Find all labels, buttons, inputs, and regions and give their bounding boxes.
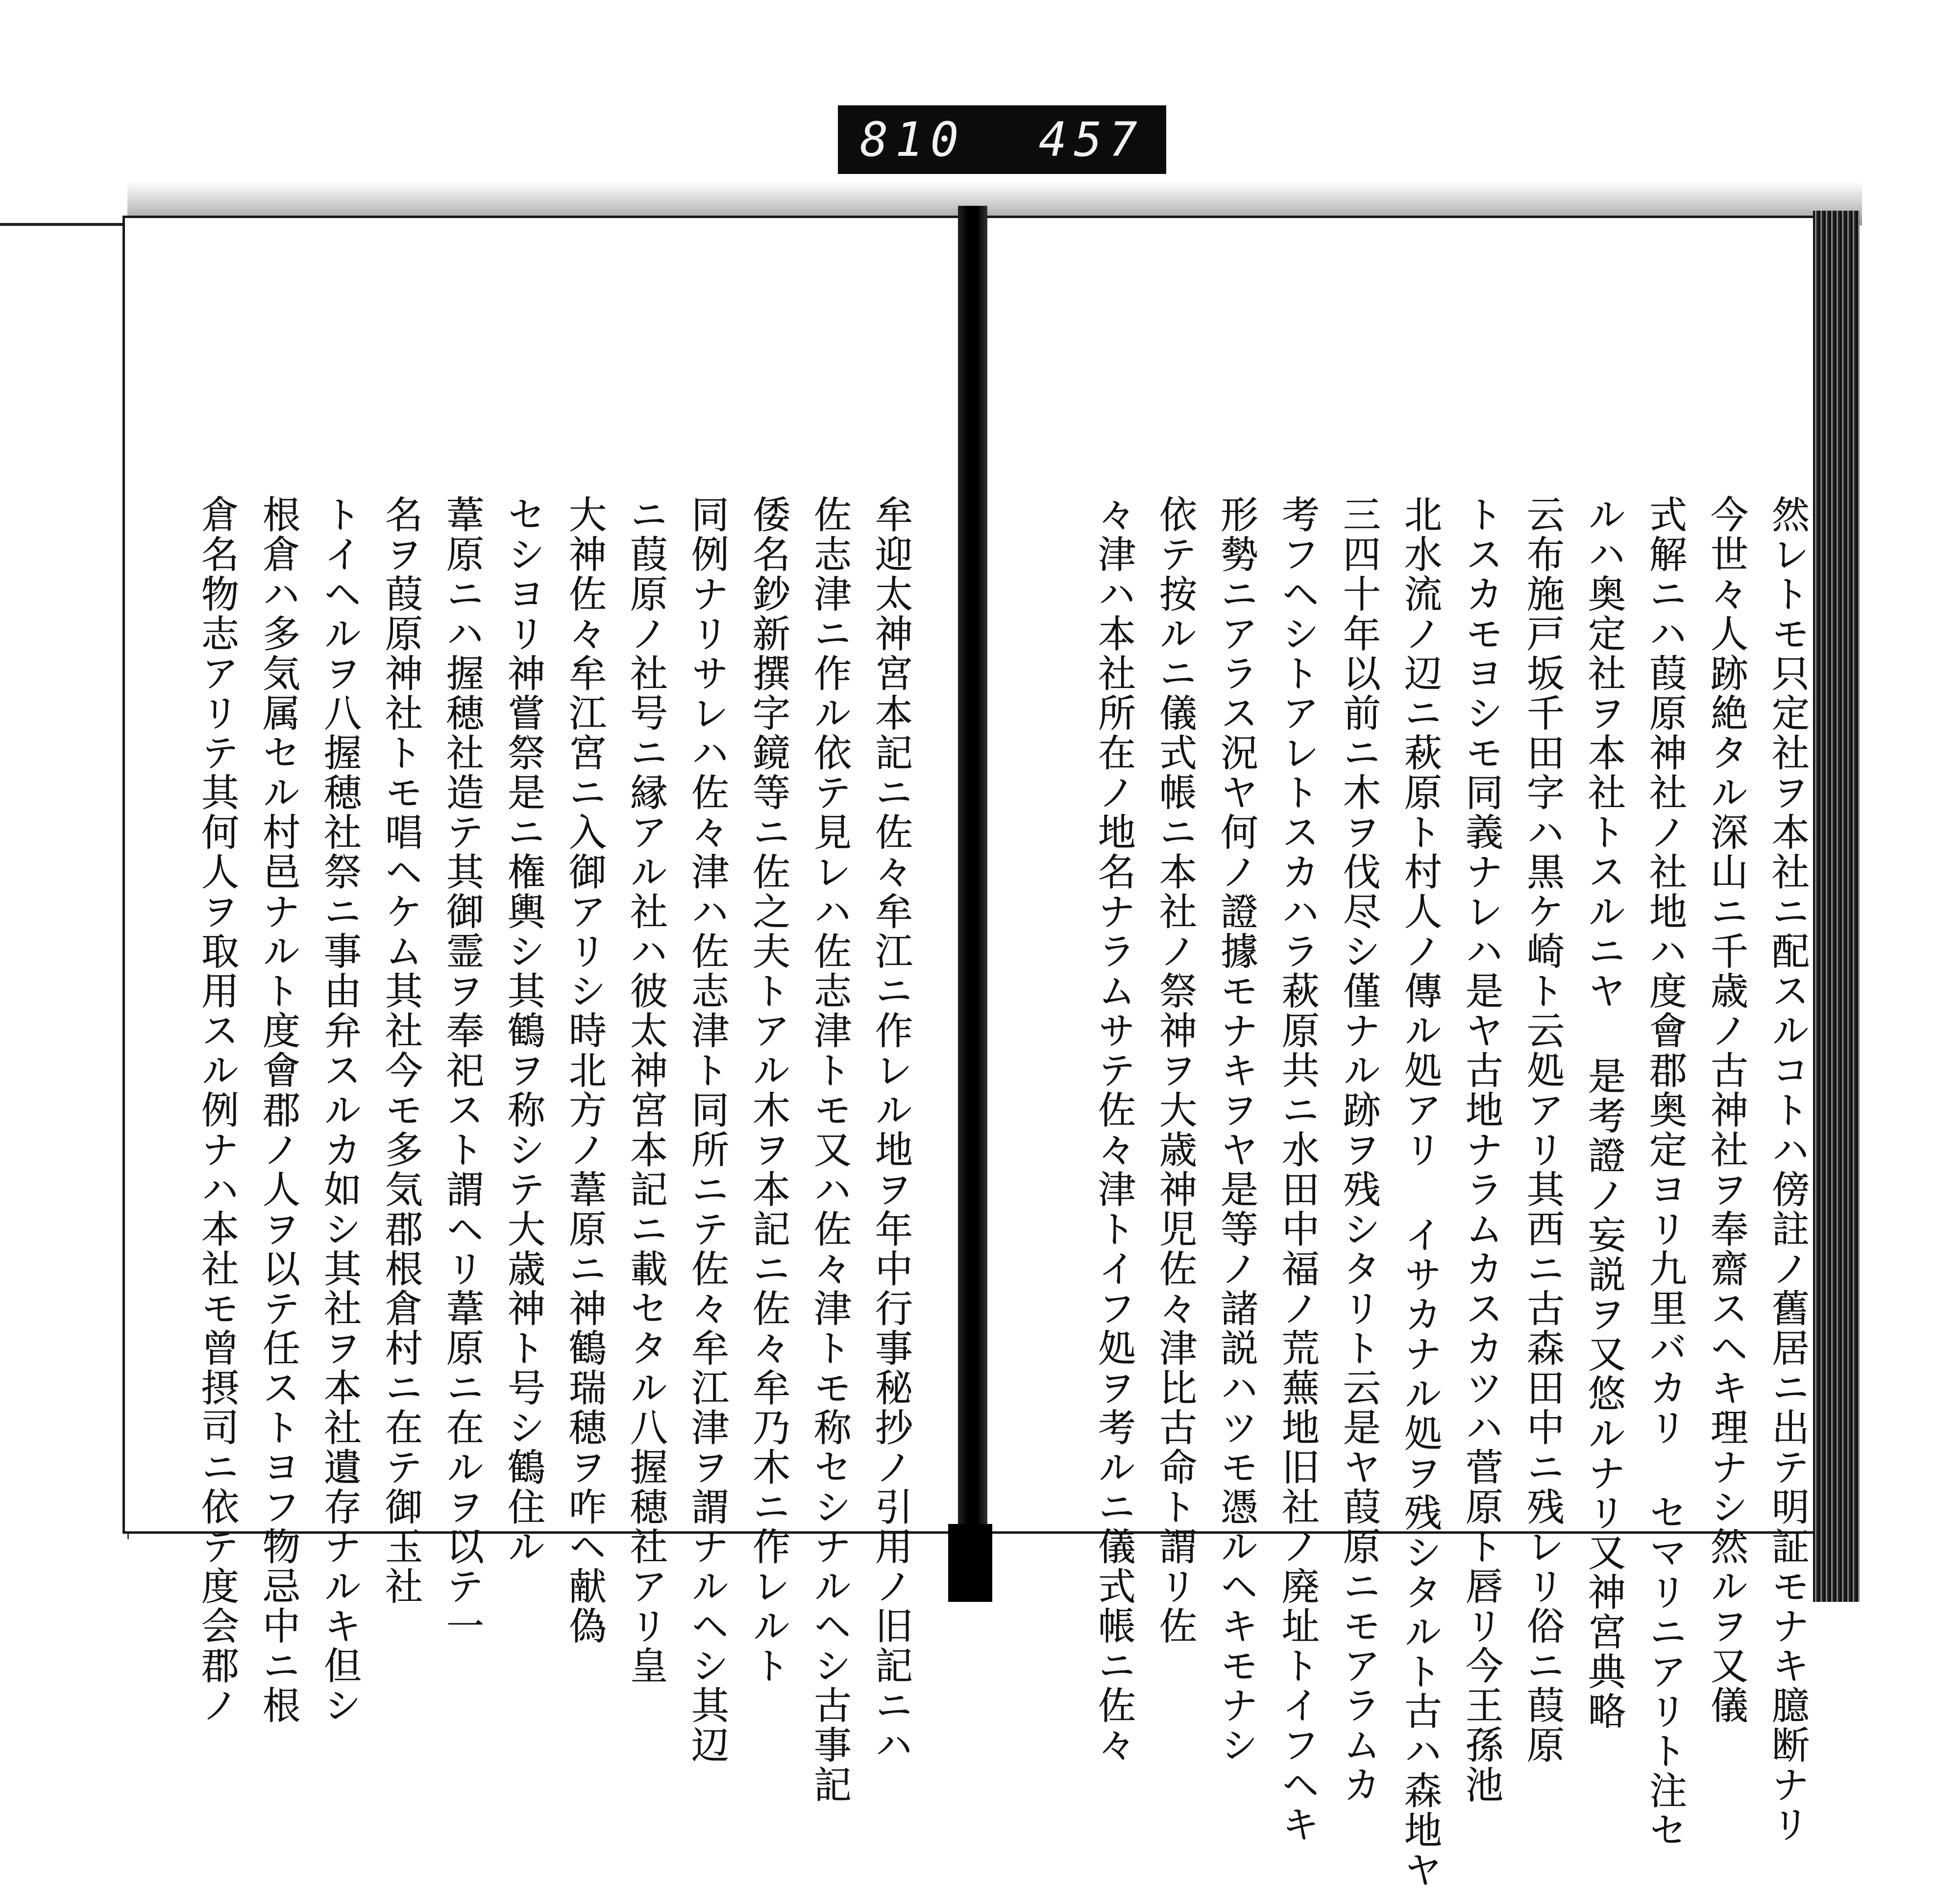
text-line: 根倉ハ多気属セル村邑ナルト度會郡ノ人ヲ以テ任ストヨフ物忌中ニ根	[256, 495, 300, 1725]
text-line: ルハ奥定社ヲ本社トスルニヤ 是考證ノ妄説ヲ又悠ルナリ又神宮典略	[1582, 495, 1625, 1731]
text-line: 形勢ニアラス況ヤ何ノ證據モナキヲヤ是等ノ諸説ハツモ憑ルヘキモナシ	[1214, 495, 1258, 1765]
text-line: 云布施戸坂千田字ハ黒ケ崎ト云処アリ其西ニ古森田中ニ残レリ俗ニ葭原	[1520, 495, 1564, 1765]
text-line: 倭名鈔新撰字鏡等ニ佐之夫トアル木ヲ本記ニ佐々牟乃木ニ作レルト	[746, 495, 790, 1686]
text-line: 名ヲ葭原神社トモ唱ヘケム其社今モ多気郡根倉村ニ在テ御玉社	[379, 495, 422, 1606]
text-line: トイヘルヲ八握穂社祭ニ事由弁スルカ如シ其社ヲ本社遺存ナルキ但シ	[318, 495, 361, 1725]
outer-book-cover	[0, 223, 129, 1539]
text-line: ニ葭原ノ社号ニ縁アル社ハ彼太神宮本記ニ載セタル八握穂社アリ皇	[624, 495, 667, 1686]
text-line: 佐志津ニ作ル依テ見レハ佐志津トモ又ハ佐々津トモ称セシナルヘシ古事記	[808, 495, 851, 1805]
text-line: 考フヘシトアレトスカハラ萩原共ニ水田中福ノ荒蕪地旧社ノ廃址トイフヘキ	[1275, 495, 1319, 1844]
text-line: 今世々人跡絶タル深山ニ千歳ノ古神社ヲ奉齋スヘキ理ナシ然ルヲ又儀	[1704, 495, 1748, 1725]
archive-label	[838, 105, 1166, 174]
right-page-text	[1044, 495, 1818, 1890]
text-line: 々津ハ本社所在ノ地名ナラムサテ佐々津トイフ処ヲ考ルニ儀式帳ニ佐々	[1092, 495, 1135, 1765]
page-edges	[1813, 211, 1860, 1602]
label-number-left: 810	[860, 112, 966, 167]
gutter-shadow	[948, 1524, 992, 1602]
text-line: 倉名物志アリテ其何人ヲ取用スル例ナハ本社モ曾摂司ニ依テ度会郡ノ	[195, 495, 239, 1725]
book-gutter	[958, 206, 987, 1602]
text-line: 北水流ノ辺ニ萩原ト村人ノ傳ル処アリ イサカナル処ヲ残シタルト古ハ森地ヤ	[1398, 495, 1442, 1890]
text-line: セシヨリ神嘗祭是ニ権輿シ其鶴ヲ称シテ大歳神ト号シ鶴住ル	[501, 495, 545, 1567]
text-line: 依テ按ルニ儀式帳ニ本社ノ祭神ヲ大歳神児佐々津比古命ト謂リ佐	[1153, 495, 1197, 1646]
label-number-right: 457	[1038, 112, 1144, 167]
text-line: 大神佐々牟江宮ニ入御アリシ時北方ノ葦原ニ神鶴瑞穂ヲ咋ヘ献偽	[563, 495, 606, 1646]
text-line: トスカモヨシモ同義ナレハ是ヤ古地ナラムカスカツハ菅原ト唇リ今王孫池	[1459, 495, 1503, 1805]
text-line: 同例ナリサレハ佐々津ハ佐志津ト同所ニテ佐々牟江津ヲ謂ナルヘシ其辺	[685, 495, 729, 1765]
text-line: 牟迎太神宮本記ニ佐々牟江ニ作レル地ヲ年中行事秘抄ノ引用ノ旧記ニハ	[869, 495, 912, 1765]
text-line: 然レトモ只定社ヲ本社ニ配スルコトハ傍註ノ舊居ニ出テ明証モナキ臆断ナリ	[1765, 495, 1809, 1844]
left-page-text	[157, 495, 921, 1805]
text-line: 式解ニハ葭原神社ノ社地ハ度會郡奥定ヨリ九里バカリ セマリニアリト注セ	[1643, 495, 1687, 1850]
text-line: 三四十年以前ニ木ヲ伐尽シ僅ナル跡ヲ残シタリト云是ヤ葭原ニモアラムカ	[1337, 495, 1380, 1805]
text-line: 葦原ニハ握穂社造テ其御霊ヲ奉祀スト謂ヘリ葦原ニ在ルヲ以テ一	[440, 495, 484, 1646]
